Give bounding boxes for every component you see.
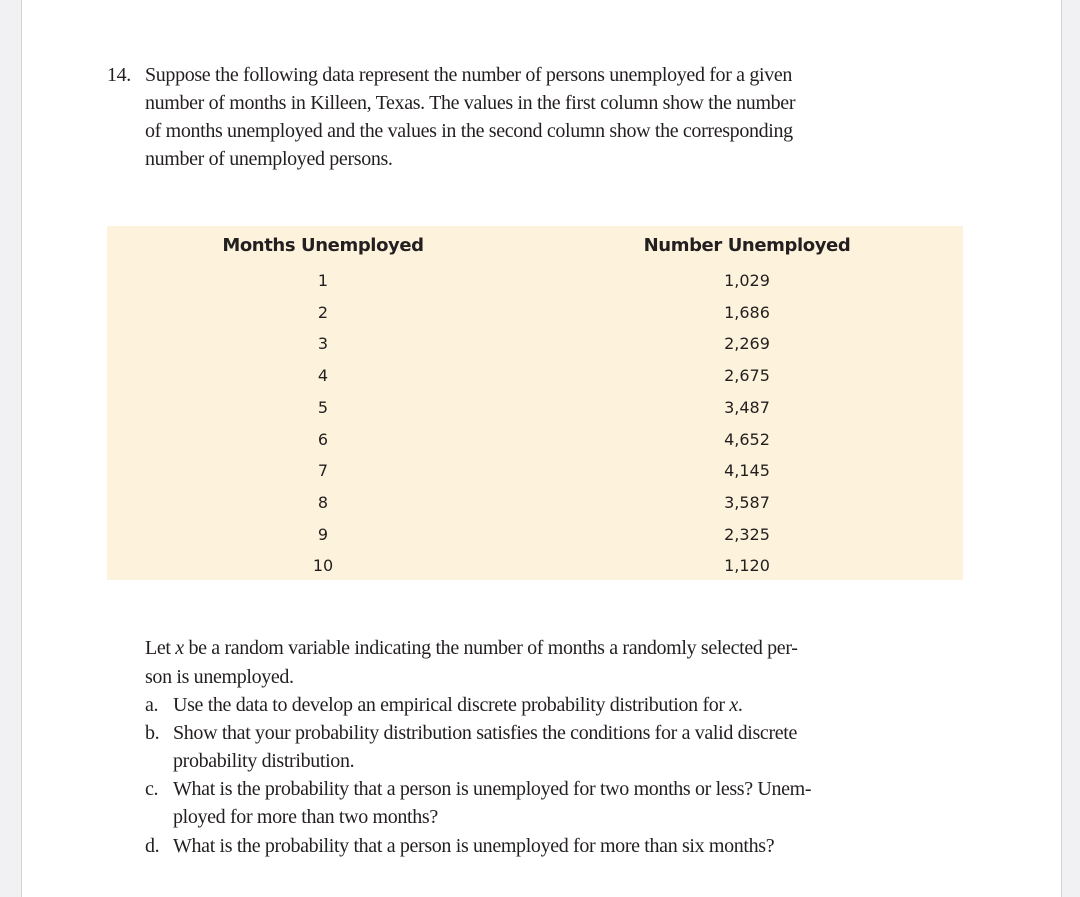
- number-cell: 2,269: [724, 334, 770, 354]
- intro-line: Suppose the following data represent the number of persons unemployed for a given: [145, 64, 793, 86]
- data-table: [107, 226, 963, 580]
- number-cell: 1,686: [724, 302, 770, 322]
- months-cell: 9: [317, 524, 329, 544]
- let-line: Let x be a random variable indicating the number of months a randomly selected per-: [145, 637, 798, 659]
- part-label-b: b.: [145, 722, 160, 744]
- number-cell: 3,487: [724, 397, 770, 417]
- part-label-d: d.: [145, 835, 160, 857]
- problem-number: 14.: [107, 64, 131, 86]
- months-cell: 2: [317, 302, 329, 322]
- part-label-c: c.: [145, 778, 159, 800]
- months-cell: 5: [317, 397, 329, 417]
- part-c-text: What is the probability that a person is unemployed for two months or less? Unem-: [173, 778, 812, 800]
- part-label-a: a.: [145, 694, 159, 716]
- number-cell: 4,652: [724, 429, 770, 449]
- months-cell: 7: [317, 461, 329, 481]
- months-cell: 8: [317, 492, 329, 512]
- part-a-text: Use the data to develop an empirical discrete probability distribution for x.: [173, 694, 743, 716]
- intro-line: of months unemployed and the values in the second column show the corresponding: [145, 120, 793, 142]
- months-cell: 4: [317, 366, 329, 386]
- part-d-text: What is the probability that a person is unemployed for more than six months?: [173, 835, 775, 857]
- months-cell: 10: [312, 556, 334, 576]
- months-cell: 1: [317, 271, 329, 290]
- column-header-number: Number Unemployed: [643, 235, 851, 256]
- months-cell: 3: [317, 334, 329, 354]
- part-c-text: ployed for more than two months?: [173, 806, 438, 828]
- number-cell: 3,587: [724, 492, 770, 512]
- number-cell: 4,145: [724, 461, 770, 481]
- column-header-months: Months Unemployed: [222, 235, 424, 256]
- number-cell: 2,325: [724, 524, 770, 544]
- let-line: son is unemployed.: [145, 666, 294, 688]
- intro-line: number of unemployed persons.: [145, 148, 393, 170]
- intro-line: number of months in Killeen, Texas. The values in the first column show the number: [145, 92, 796, 114]
- part-b-text: Show that your probability distribution satisfies the conditions for a valid discrete: [173, 722, 798, 744]
- number-cell: 2,675: [724, 366, 770, 386]
- number-cell: 1,029: [724, 271, 770, 290]
- months-cell: 6: [317, 429, 329, 449]
- part-b-text: probability distribution.: [173, 750, 355, 772]
- number-cell: 1,120: [724, 556, 770, 576]
